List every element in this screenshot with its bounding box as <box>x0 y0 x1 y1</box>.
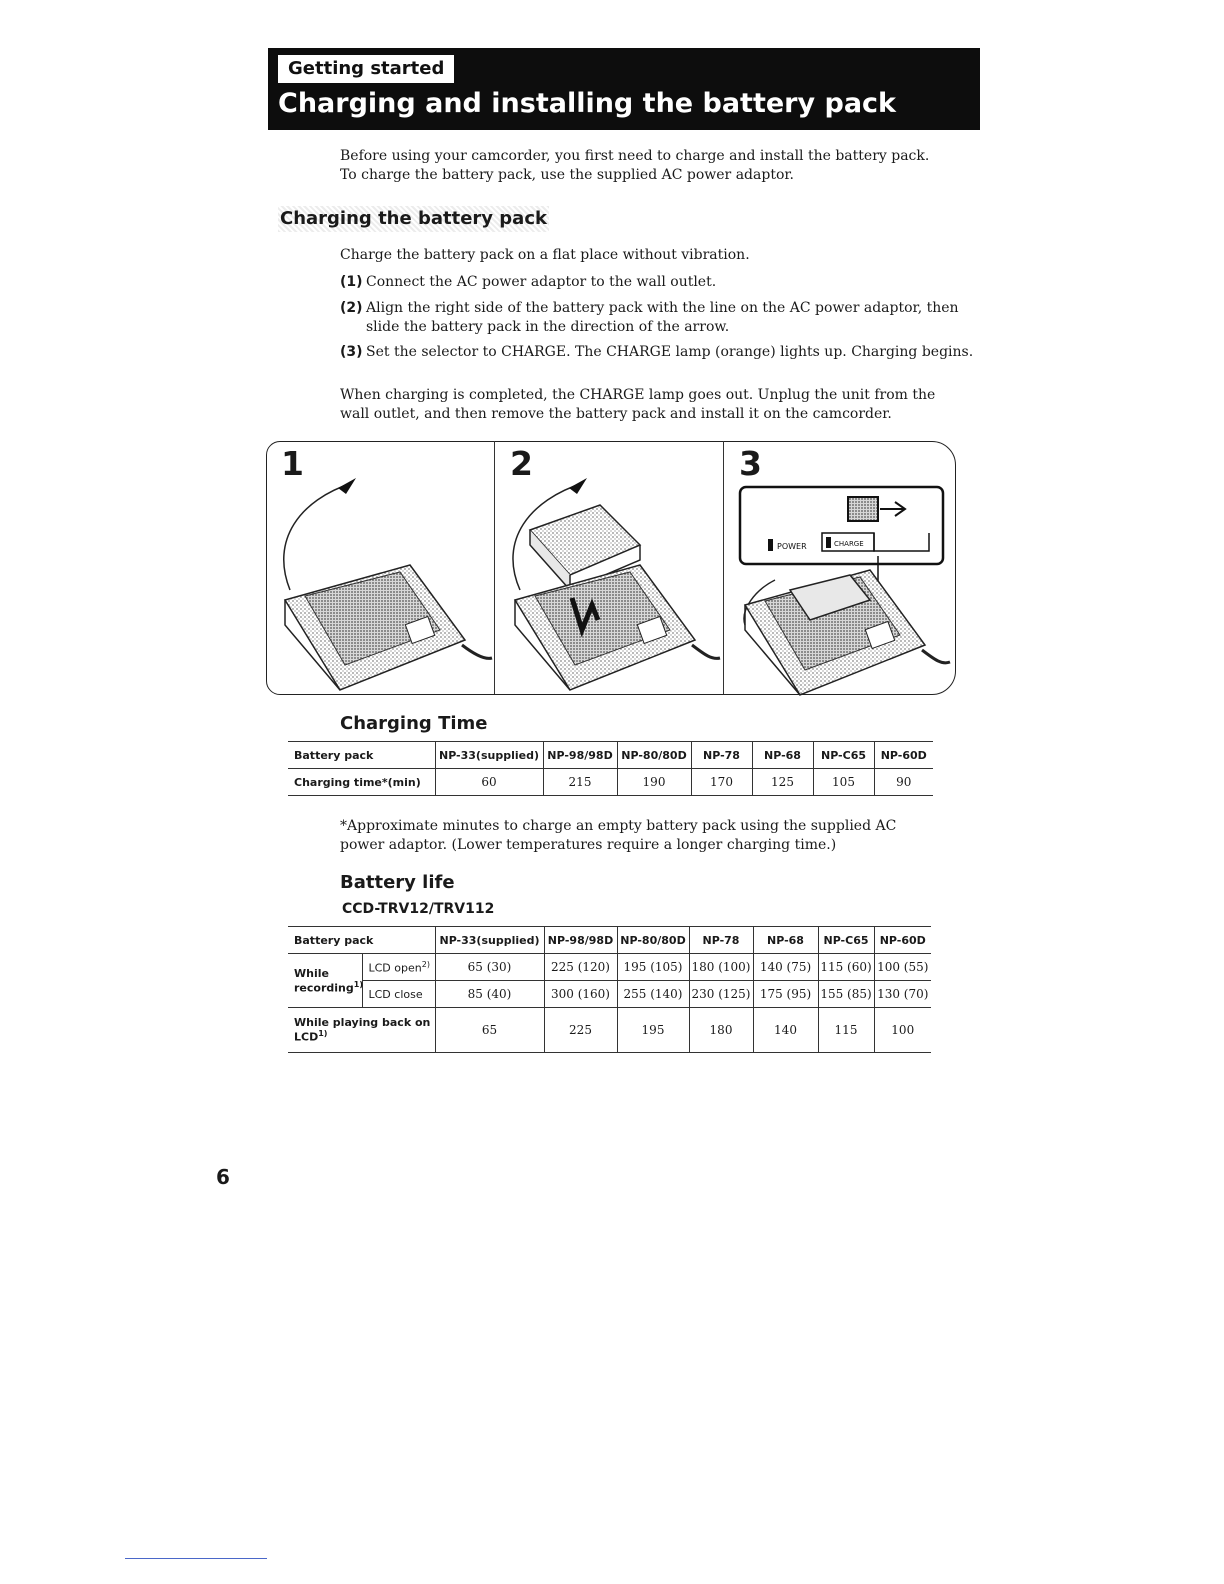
table-row <box>288 927 931 954</box>
panel-1-number: 1 <box>281 444 304 483</box>
step-1-text: Connect the AC power adaptor to the wall outlet. <box>366 274 717 290</box>
table-row <box>288 742 933 769</box>
recording-footnote-mark: 1) <box>353 979 363 989</box>
playing-footnote-mark: 1) <box>318 1029 328 1039</box>
table-cell: 85 (40) <box>435 981 544 1008</box>
row-label: Charging time*(min) <box>288 769 435 796</box>
table-cell: 90 <box>874 769 933 796</box>
table-cell: 195 (105) <box>617 954 689 981</box>
table-cell: 100 (55) <box>874 954 931 981</box>
selector-callout <box>740 487 943 564</box>
lcd-open-text: LCD open <box>368 961 422 975</box>
header-cell: NP-C65 <box>818 927 874 954</box>
table-cell: 105 <box>813 769 874 796</box>
table-row <box>288 769 933 796</box>
table-cell: 130 (70) <box>874 981 931 1008</box>
playing-back-label <box>288 1008 435 1053</box>
battery-life-heading: Battery life <box>340 872 455 893</box>
page-number: 6 <box>216 1165 230 1189</box>
table-cell: 115 <box>818 1008 874 1053</box>
header-cell: Battery pack <box>288 742 435 769</box>
table-cell: 195 <box>617 1008 689 1053</box>
table-cell: 225 (120) <box>544 954 617 981</box>
completion-note: When charging is completed, the CHARGE lamp goes out. Unplug the unit from the wall outlet, and then remove the battery pack and install it on the camcorder. <box>340 387 936 422</box>
header-cell: NP-98/98D <box>544 927 617 954</box>
footnote: *Approximate minutes to charge an empty battery pack using the supplied AC power adaptor. (Lower temperatures require a longer charging time.) <box>340 818 897 853</box>
table-cell: 65 (30) <box>435 954 544 981</box>
step-1-number: (1) <box>340 274 363 290</box>
bottom-rule <box>125 1558 267 1559</box>
header-cell: NP-68 <box>752 742 813 769</box>
charging-time-heading: Charging Time <box>340 713 488 734</box>
header-cell: NP-80/80D <box>617 742 691 769</box>
panel-1-drawing <box>284 478 492 690</box>
header-cell: NP-60D <box>874 927 931 954</box>
step-2-number: (2) <box>340 300 363 316</box>
header-cell: NP-78 <box>691 742 752 769</box>
table-cell: 215 <box>543 769 617 796</box>
panel-3-number: 3 <box>739 444 762 483</box>
table-cell: 140 (75) <box>753 954 818 981</box>
step-2-text: Align the right side of the battery pack with the line on the AC power adaptor, then slide the battery pack in the direction of the arrow. <box>366 300 959 335</box>
table-cell: 115 (60) <box>818 954 874 981</box>
header-cell: NP-C65 <box>813 742 874 769</box>
model-heading: CCD-TRV12/TRV112 <box>342 901 495 917</box>
table-cell: 300 (160) <box>544 981 617 1008</box>
table-row <box>288 981 931 1008</box>
playing-back-text: While playing back on LCD <box>294 1016 431 1044</box>
intro-paragraph: Before using your camcorder, you first need to charge and install the battery pack. To charge the battery pack, use the supplied AC power adaptor. <box>340 148 930 183</box>
while-recording-label <box>288 954 362 1008</box>
ac-adaptor-2 <box>515 565 695 690</box>
table-cell: 100 <box>874 1008 931 1053</box>
header-cell: NP-60D <box>874 742 933 769</box>
power-label: POWER <box>777 542 807 551</box>
table-cell: 180 (100) <box>689 954 753 981</box>
table-cell: 155 (85) <box>818 981 874 1008</box>
table-cell: 125 <box>752 769 813 796</box>
header-cell: NP-33(supplied) <box>435 927 544 954</box>
table-cell: 175 (95) <box>753 981 818 1008</box>
lcd-open-label <box>362 954 435 981</box>
battery-life-table <box>288 926 931 1053</box>
charging-section-heading: Charging the battery pack <box>278 206 549 232</box>
header-cell: NP-80/80D <box>617 927 689 954</box>
step-3-number: (3) <box>340 344 363 360</box>
table-cell: 255 (140) <box>617 981 689 1008</box>
table-cell: 65 <box>435 1008 544 1053</box>
table-cell: 190 <box>617 769 691 796</box>
ac-adaptor-3 <box>745 570 925 695</box>
table-cell: 60 <box>435 769 543 796</box>
charging-time-table <box>288 741 933 796</box>
table-row <box>288 1008 931 1053</box>
header-cell: NP-68 <box>753 927 818 954</box>
header-cell: Battery pack <box>288 927 435 954</box>
panel-2-number: 2 <box>510 444 533 483</box>
header-cell: NP-78 <box>689 927 753 954</box>
header-cell: NP-33(supplied) <box>435 742 543 769</box>
table-cell: 230 (125) <box>689 981 753 1008</box>
header-cell: NP-98/98D <box>543 742 617 769</box>
charge-label: CHARGE <box>834 540 864 548</box>
table-cell: 225 <box>544 1008 617 1053</box>
section-tag: Getting started <box>278 55 454 83</box>
steps-intro: Charge the battery pack on a flat place without vibration. <box>340 247 750 263</box>
panel-3-drawing <box>740 487 950 695</box>
step-3-text: Set the selector to CHARGE. The CHARGE lamp (orange) lights up. Charging begins. <box>366 344 974 360</box>
page-title: Charging and installing the battery pack <box>278 88 896 119</box>
table-row <box>288 954 931 981</box>
ac-adaptor-1 <box>285 565 465 690</box>
table-cell: 180 <box>689 1008 753 1053</box>
while-recording-text: While recording <box>294 966 354 995</box>
lcd-open-footnote-mark: 2) <box>421 959 430 969</box>
panel-2-drawing <box>513 478 720 690</box>
lcd-close-label: LCD close <box>362 981 435 1008</box>
table-cell: 170 <box>691 769 752 796</box>
table-cell: 140 <box>753 1008 818 1053</box>
